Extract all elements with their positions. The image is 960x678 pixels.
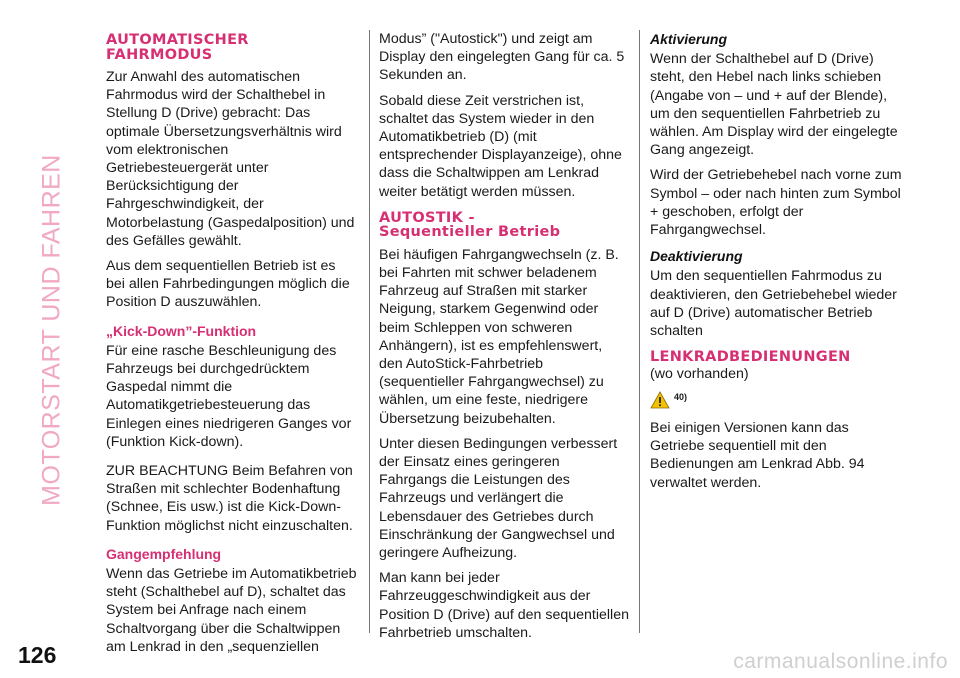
column-1 [106,30,358,663]
subheading-deactivation: Deaktivierung [650,248,743,265]
heading-line: FAHRMODUS [106,46,213,63]
heading-note: (wo vorhanden) [650,365,749,382]
paragraph: Unter diesen Bedingungen verbessert der Einsatz eines geringeren Fahrgangs die Leistungen des Fahrzeugs und verlängert die Lebensdauer des Getriebes durch Einschränkung der Gangwechsel und geringere Aufheizung. [379,435,618,562]
column-2 [379,30,629,649]
watermark: carmanualsonline.info [733,650,948,673]
section-heading-steering-controls: LENKRADBEDIENUNGEN [650,349,851,366]
page-number: 126 [18,642,57,668]
section-heading-autostick [379,211,629,240]
paragraph: Zur Anwahl des automatischen Fahrmodus wird der Schalthebel in Stellung D (Drive) gebracht: Das optimale Übersetzungsverhältnis wird vom elektronischen Getriebesteuergerät unter Berücksichtigung der Fahrgeschwindigkeit, der Motorbelastung (Gaspedalposition) und des Gefälles gewählt. [106,69,355,249]
subheading-kick-down: „Kick-Down”-Funktion [106,322,257,339]
subheading-gear-recommendation: Gangempfehlung [106,545,222,562]
chapter-side-title-text: MOTORSTART UND FAHREN [37,154,66,506]
paragraph: Man kann bei jeder Fahrzeuggeschwindigkeit aus der Position D (Drive) auf den sequentiellen Fahrbetrieb umschalten. [379,570,629,641]
paragraph: Für eine rasche Beschleunigung des Fahrzeugs bei durchgedrücktem Gaspedal nimmt die Automatikgetriebesteuerung das Einlegen eines niedrigeren Ganges vor (Funktion Kick-down). [106,342,352,450]
heading-line: AUTOSTIK - [379,209,475,226]
subheading-activation: Aktivierung [650,31,728,47]
warning-reference-number: 40) [674,391,688,402]
note-paragraph: ZUR BEACHTUNG Beim Befahren von Straßen mit schlechter Bodenhaftung (Schnee, Eis usw.) ist die Kick-Down-Funktion möglichst nicht einzuschalten. [106,463,353,534]
column-divider-2 [639,30,640,633]
heading-line: AUTOMATISCHER [106,32,249,48]
column-3 [650,30,905,499]
paragraph: Aus dem sequentiellen Betrieb ist es bei allen Fahrbedingungen möglich die Position D auszuwählen. [106,258,350,311]
warning-triangle-icon [650,391,670,409]
paragraph: Modus” ("Autostick") und zeigt am Display den eingelegten Gang für ca. 5 Sekunden an. [379,31,625,84]
paragraph: Bei häufigen Fahrgangwechseln (z. B. bei Fahrten mit schwer beladenem Fahrzeug auf Straßen mit starker Neigung, starkem Gegenwind oder beim Schleppen von schweren Anhängern), ist es empfehlenswert, den AutoStick-Fahrbetrieb (sequentieller Fahrgangwechsel) zu wählen, um eine feste, niedrigere Übersetzung beizubehalten. [379,246,619,427]
paragraph: Um den sequentiellen Fahrmodus zu deaktivieren, den Getriebehebel wieder auf D (Drive) automatischer Betrieb schalten [650,268,897,340]
paragraph: Bei einigen Versionen kann das Getriebe sequentiell mit den Bedienungen am Lenkrad Abb. 94 verwaltet werden. [650,419,865,491]
warning-reference [650,391,905,409]
paragraph: Wenn der Schalthebel auf D (Drive) steht, den Hebel nach links schieben (Angabe von – und + auf der Blende), um den sequentiellen Fahrbetrieb zu wählen. Am Display wird der eingelegte Gang angezeigt. [650,51,898,159]
section-heading-automatic-mode [106,33,358,62]
column-divider-1 [369,30,370,633]
heading-line: Sequentieller Betrieb [379,224,561,241]
paragraph: Wenn das Getriebe im Automatikbetrieb steht (Schalthebel auf D), schaltet das System bei Anfrage nach einem Schaltvorgang über die Schaltwippen am Lenkrad in den „sequenziellen [106,566,357,655]
paragraph: Wird der Getriebehebel nach vorne zum Symbol – oder nach hinten zum Symbol + geschoben, erfolgt der Fahrgangwechsel. [650,167,902,239]
paragraph: Sobald diese Zeit verstrichen ist, schaltet das System wieder in den Automatikbetrieb (D) (mit entsprechender Displayanzeige), ohne dass die Schaltwippen am Lenkrad weiter betätigt werden müssen. [379,92,622,200]
